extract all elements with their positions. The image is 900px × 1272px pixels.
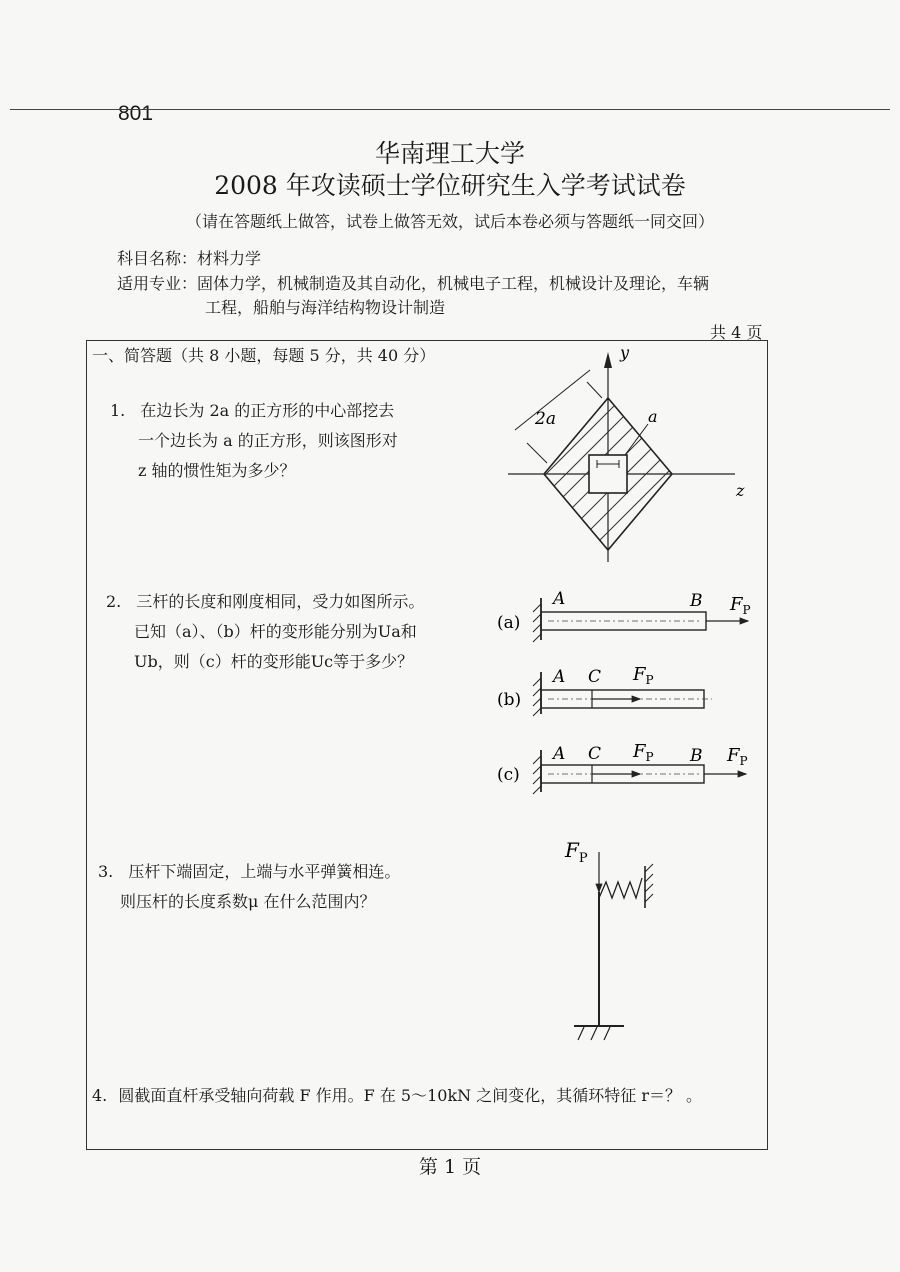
question-3-line-2: 则压杆的长度系数μ 在什么范围内？ bbox=[120, 892, 376, 911]
force-b-label: $F_P$ bbox=[633, 664, 654, 687]
question-4 bbox=[92, 1081, 702, 1111]
force-a-label: $F_P$ bbox=[730, 594, 751, 617]
fixed-base-hatch bbox=[578, 1027, 610, 1040]
question-number: 3. bbox=[98, 862, 114, 881]
page-number: 第 1 页 bbox=[418, 1156, 482, 1178]
inner-square bbox=[589, 455, 627, 493]
exam-title: 2008 年攻读硕士学位研究生入学考试试卷 bbox=[214, 171, 686, 200]
point-a-label: A bbox=[553, 667, 566, 687]
question-3-line-1: 压杆下端固定，上端与水平弹簧相连。 bbox=[128, 862, 401, 881]
outer-dim-label: 2a bbox=[535, 409, 556, 429]
section-heading: 一、简答题（共 8 小题，每题 5 分，共 40 分） bbox=[92, 346, 436, 365]
university-name: 华南理工大学 bbox=[374, 139, 525, 168]
wall-a-hatch bbox=[533, 604, 541, 642]
wall-b-hatch bbox=[533, 678, 541, 716]
figure-2a-bar bbox=[497, 589, 751, 642]
figure-2c-bar bbox=[497, 741, 748, 794]
force-c2-label: $F_P$ bbox=[727, 745, 748, 768]
question-2-line-2: 已知（a）、（b）杆的变形能分别为Ua和 bbox=[134, 622, 417, 641]
inner-leader bbox=[625, 424, 648, 455]
question-1-line-1: 在边长为 2a 的正方形的中心部挖去 bbox=[140, 401, 395, 420]
point-a-label: A bbox=[553, 744, 566, 764]
figure-1-cross-section bbox=[440, 343, 800, 562]
label-a: (a) bbox=[497, 613, 521, 633]
point-a-label: A bbox=[553, 589, 566, 609]
figure-3-column bbox=[564, 838, 653, 1040]
exam-code: 801 bbox=[118, 102, 154, 125]
figure-2b-bar bbox=[497, 664, 712, 716]
inner-dim-label: a bbox=[648, 407, 658, 426]
question-number: 2. bbox=[106, 592, 122, 611]
z-axis-label: z bbox=[736, 481, 745, 500]
question-2-line-3: Ub，则（c）杆的变形能Uc等于多少？ bbox=[134, 652, 414, 671]
spring bbox=[599, 878, 642, 898]
question-number: 1. bbox=[110, 401, 126, 420]
spring-wall-hatch bbox=[645, 864, 653, 902]
y-axis-label: y bbox=[620, 343, 630, 362]
majors-line-2: 工程，船舶与海洋结构物设计制造 bbox=[205, 298, 446, 317]
point-c-label: C bbox=[588, 744, 602, 764]
force-c1-label: $F_P$ bbox=[633, 741, 654, 764]
y-axis-arrow bbox=[604, 352, 612, 368]
label-c: (c) bbox=[497, 765, 520, 785]
point-b-label: B bbox=[690, 591, 703, 611]
majors-line-1: 适用专业：固体力学，机械制造及其自动化，机械电子工程，机械设计及理论，车辆 bbox=[117, 274, 710, 293]
question-1-line-2: 一个边长为 a 的正方形，则该图形对 bbox=[138, 431, 398, 450]
total-pages: 共 4 页 bbox=[710, 323, 763, 342]
question-2-line-1: 三杆的长度和刚度相同，受力如图所示。 bbox=[136, 592, 425, 611]
point-b-label: B bbox=[690, 746, 703, 766]
label-b: (b) bbox=[497, 690, 522, 710]
question-4-line-1: 圆截面直杆承受轴向荷载 F 作用。F 在 5～10kN 之间变化，其循环特征 r＝？ 。 bbox=[118, 1086, 703, 1105]
subject-name: 科目名称：材料力学 bbox=[117, 249, 262, 268]
question-3 bbox=[98, 857, 400, 917]
wall-c-hatch bbox=[533, 756, 541, 794]
question-2 bbox=[106, 587, 424, 677]
exam-notice: （请在答题纸上做答，试卷上做答无效，试后本卷必须与答题纸一同交回） bbox=[185, 212, 714, 231]
question-number: 4. bbox=[92, 1086, 108, 1105]
question-1-line-3: z 轴的惯性矩为多少？ bbox=[138, 461, 296, 480]
point-c-label: C bbox=[588, 667, 602, 687]
force-3-label: $F_P$ bbox=[565, 838, 588, 866]
